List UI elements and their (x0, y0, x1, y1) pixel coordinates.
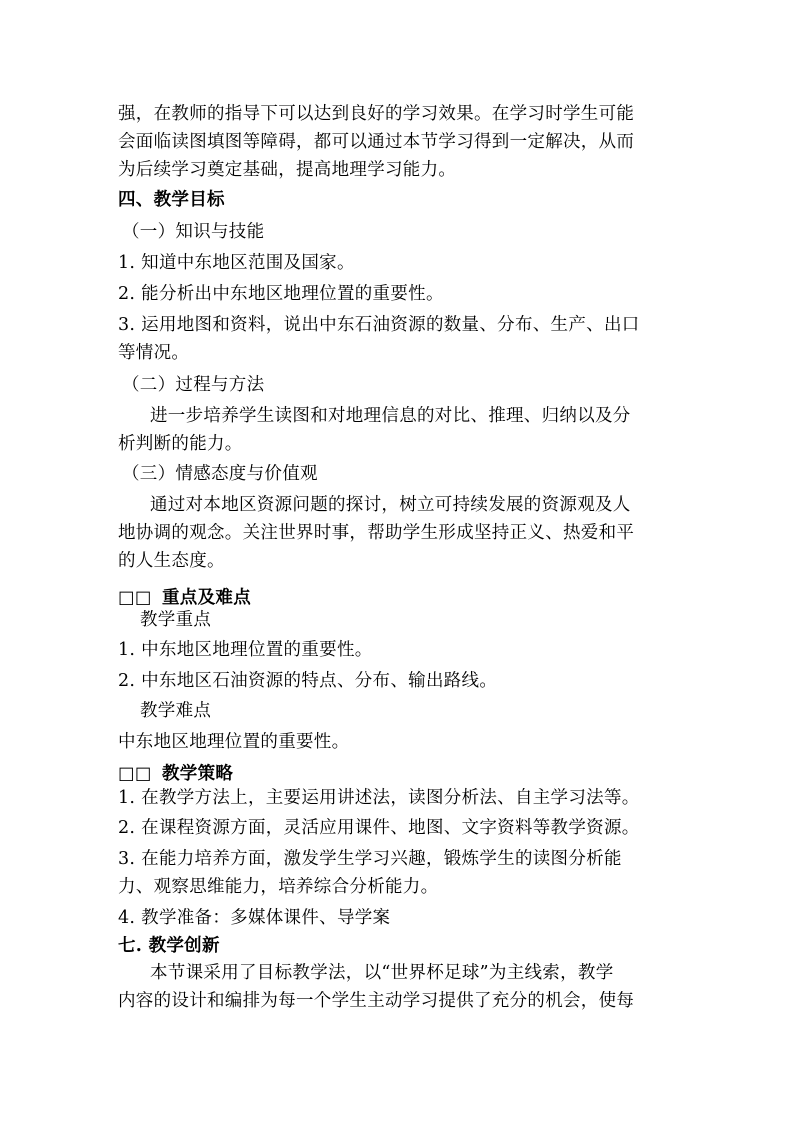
list-item: 1. 中东地区地理位置的重要性。 (118, 640, 373, 660)
list-item: 1. 在教学方法上，主要运用讲述法，读图分析法、自主学习法等。 (118, 788, 640, 808)
list-item: 2. 中东地区石油资源的特点、分布、输出路线。 (118, 671, 498, 691)
list-item: 4. 教学准备：多媒体课件、导学案 (118, 908, 391, 928)
list-item: 1. 知道中东地区范围及国家。 (118, 253, 355, 273)
section-heading-teaching-objectives: 四、教学目标 (118, 190, 225, 210)
list-item: 3. 在能力培养方面，激发学生学习兴趣，锻炼学生的读图分析能 (118, 849, 622, 869)
paragraph-line: 力、观察思维能力，培养综合分析能力。 (118, 877, 439, 897)
section-heading-teaching-strategy (118, 763, 233, 785)
list-item: 2. 能分析出中东地区地理位置的重要性。 (118, 284, 444, 304)
section-heading-text: 教学策略 (162, 764, 234, 784)
paragraph-line: 中东地区地理位置的重要性。 (118, 732, 350, 752)
section-heading-key-difficult-points (118, 587, 251, 609)
paragraph-line: 的人生态度。 (118, 551, 225, 571)
missing-glyph-boxes: □□ (118, 764, 152, 784)
paragraph-line: 为后续学习奠定基础，提高地理学习能力。 (118, 160, 457, 180)
paragraph-line: 会面临读图填图等障碍，都可以通过本节学习得到一定解决，从而 (118, 132, 635, 152)
paragraph-line: 本节课采用了目标教学法，以“世界杯足球”为主线索，教学 (150, 963, 614, 983)
section-heading-text: 重点及难点 (162, 588, 251, 608)
paragraph-line: 强，在教师的指导下可以达到良好的学习效果。在学习时学生可能 (118, 104, 635, 124)
subheading-key-points: 教学重点 (140, 610, 212, 630)
paragraph-line: 地协调的观念。关注世界时事，帮助学生形成坚持正义、热爱和平 (118, 523, 635, 543)
paragraph-line: 内容的设计和编排为每一个学生主动学习提供了充分的机会，使每 (118, 991, 635, 1011)
subheading-knowledge-skills: （一）知识与技能 (122, 222, 265, 242)
subheading-process-methods: （二）过程与方法 (122, 375, 265, 395)
paragraph-line: 等情况。 (118, 343, 190, 363)
list-item: 2. 在课程资源方面，灵活应用课件、地图、文字资料等教学资源。 (118, 818, 640, 838)
paragraph-line: 析判断的能力。 (118, 434, 243, 454)
subheading-difficult-points: 教学难点 (140, 701, 212, 721)
missing-glyph-boxes: □□ (118, 588, 152, 608)
paragraph-line: 通过对本地区资源问题的探讨，树立可持续发展的资源观及人 (150, 495, 631, 515)
subheading-emotion-values: （三）情感态度与价值观 (122, 464, 318, 484)
list-item: 3. 运用地图和资料，说出中东石油资源的数量、分布、生产、出口 (118, 315, 640, 335)
paragraph-line: 进一步培养学生读图和对地理信息的对比、推理、归纳以及分 (150, 406, 631, 426)
section-heading-teaching-innovation: 七. 教学创新 (118, 936, 220, 956)
